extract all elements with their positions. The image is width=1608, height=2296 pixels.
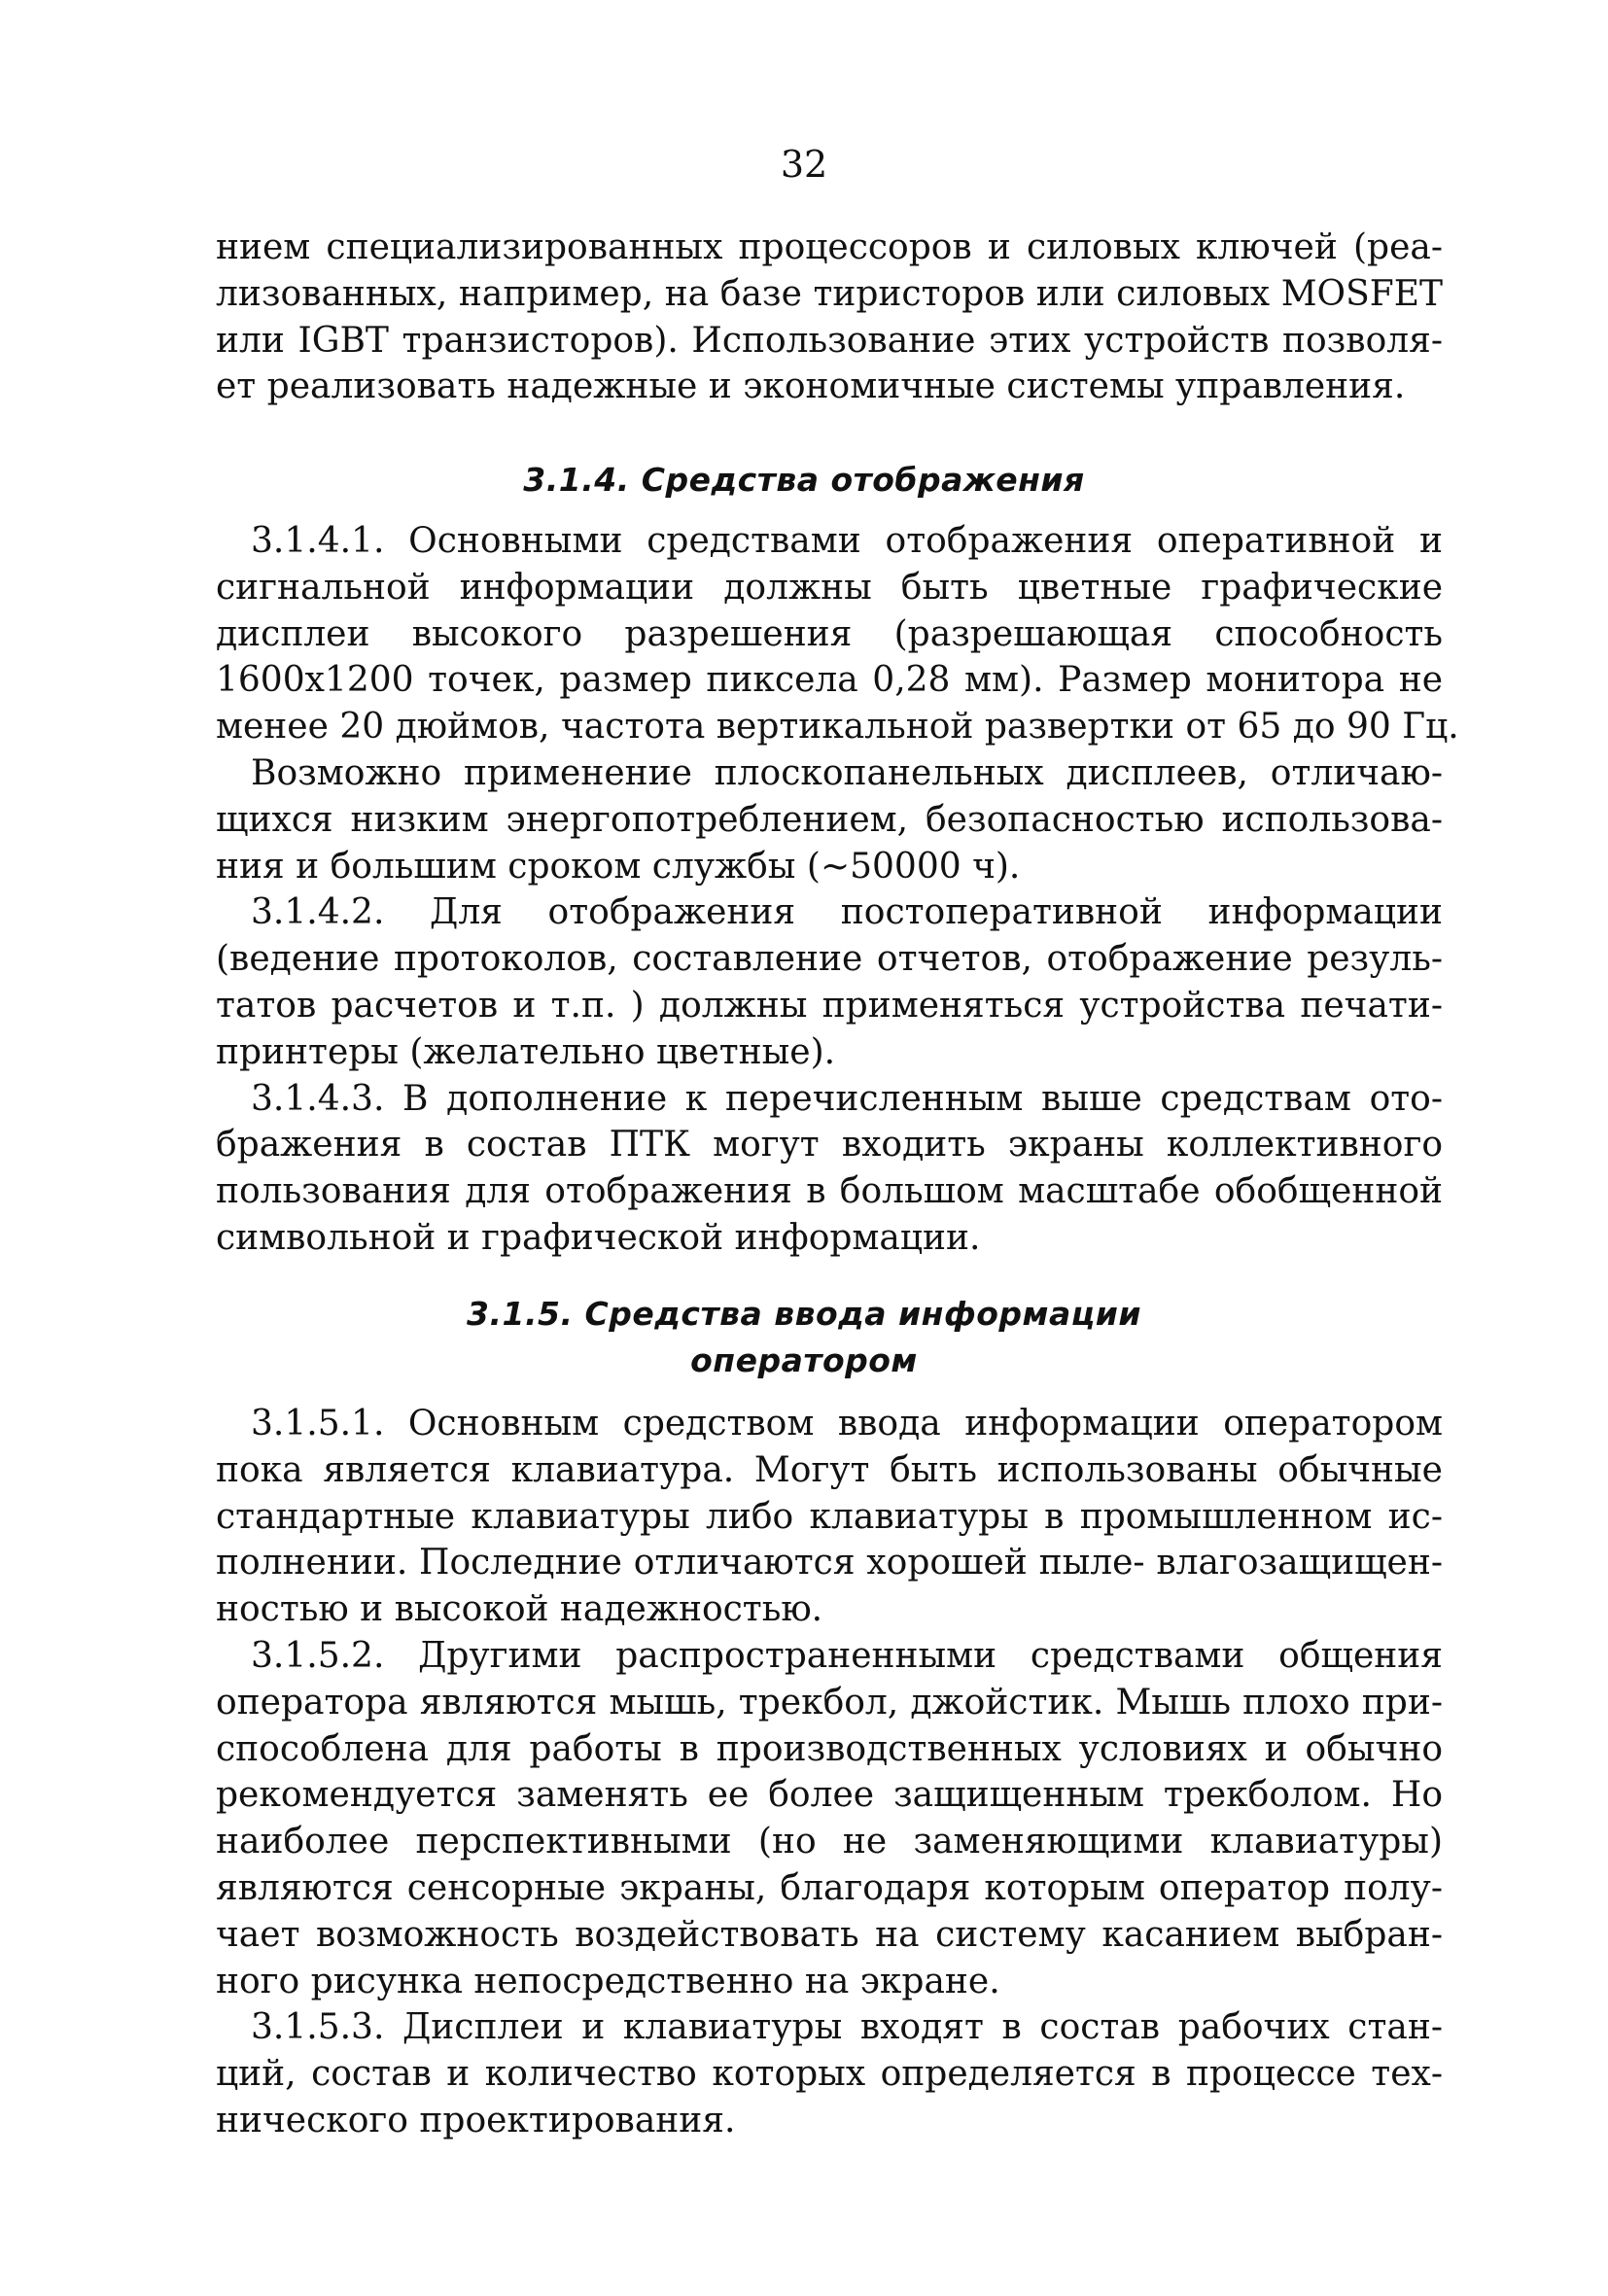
text-line: татов расчетов и т.п. ) должны применяться устройства печати-	[216, 985, 1443, 1026]
text-line: 3.1.4.2. Для отображения постоперативной информации	[251, 892, 1443, 933]
text-line: щихся низким энергопотреблением, безопасностью использова-	[216, 799, 1443, 840]
text-line: 1600x1200 точек, размер пиксела 0,28 мм). Размер монитора не	[216, 660, 1443, 701]
section-3-1-4-body	[216, 518, 1459, 1262]
section-3-1-5-body	[216, 1401, 1443, 2144]
paragraph-3-1-5-1	[216, 1401, 1443, 1633]
text-line: оператора являются мышь, трекбол, джойстик. Мышь плохо при-	[216, 1682, 1443, 1722]
text-line: нием специализированных процессоров и силовых ключей (реа-	[216, 227, 1443, 267]
section-heading-3-1-4: 3.1.4. Средства отображения	[523, 461, 1085, 499]
text-line: ностью и высокой надежностью.	[216, 1589, 823, 1630]
text-line: полнении. Последние отличаются хорошей пыле- влагозащищен-	[216, 1543, 1443, 1583]
text-line: принтеры (желательно цветные).	[216, 1031, 836, 1072]
text-line: 3.1.5.2. Другими распространенными средствами общения	[251, 1635, 1443, 1676]
section-heading-3-1-5	[0, 1291, 1608, 1384]
text-line: ния и большим сроком службы (~50000 ч).	[216, 846, 1021, 887]
text-line: символьной и графической информации.	[216, 1217, 981, 1258]
text-line: ного рисунка непосредственно на экране.	[216, 1961, 1000, 2001]
text-line: лизованных, например, на базе тиристоров или силовых MOSFET	[216, 273, 1443, 314]
text-line: являются сенсорные экраны, благодаря которым оператор полу-	[216, 1867, 1443, 1908]
text-line: наиболее перспективными (но не заменяющими клавиатуры)	[216, 1822, 1443, 1862]
text-line: бражения в состав ПТК могут входить экраны коллективного	[216, 1125, 1443, 1165]
text-line: рекомендуется заменять ее более защищенным трекболом. Но	[216, 1775, 1443, 1816]
paragraph-3-1-4-3	[216, 1076, 1443, 1262]
text-line: (ведение протоколов, составление отчетов, отображение резуль-	[216, 939, 1443, 980]
text-line: ет реализовать надежные и экономичные системы управления.	[216, 366, 1406, 407]
text-line: чает возможность воздействовать на систему касанием выбран-	[216, 1914, 1443, 1955]
paragraph-3-1-4-2	[216, 889, 1443, 1075]
text-line: 3.1.5.3. Дисплеи и клавиатуры входят в состав рабочих стан-	[251, 2007, 1443, 2048]
text-line: 3.1.4.3. В дополнение к перечисленным выше средствам ото-	[251, 1078, 1443, 1119]
text-line: или IGBT транзисторов). Использование этих устройств позволя-	[216, 320, 1443, 361]
page-number: 32	[780, 143, 828, 186]
text-line: стандартные клавиатуры либо клавиатуры в промышленном ис-	[216, 1496, 1443, 1537]
text-line: менее 20 дюймов, частота вертикальной развертки от 65 до 90 Гц.	[216, 707, 1459, 748]
heading-line: 3.1.5. Средства ввода информации	[467, 1295, 1141, 1333]
text-line: пока является клавиатура. Могут быть использованы обычные	[216, 1449, 1443, 1490]
text-line: 3.1.5.1. Основным средством ввода информации оператором	[251, 1404, 1443, 1444]
intro-paragraph	[216, 225, 1443, 410]
text-line: пользования для отображения в большом масштабе обобщенной	[216, 1171, 1443, 1212]
paragraph-3-1-5-2	[216, 1633, 1443, 2004]
paragraph-flat-panel	[216, 750, 1443, 889]
text-line: дисплеи высокого разрешения (разрешающая способность	[216, 613, 1443, 654]
paragraph-intro	[216, 225, 1443, 410]
paragraph-3-1-5-3	[216, 2004, 1443, 2143]
text-line: ций, состав и количество которых определяется в процессе тех-	[216, 2054, 1443, 2095]
text-line: способлена для работы в производственных условиях и обычно	[216, 1728, 1443, 1769]
heading-line: оператором	[690, 1341, 918, 1379]
text-line: сигнальной информации должны быть цветные графические	[216, 567, 1443, 608]
text-line: Возможно применение плоскопанельных дисплеев, отличаю-	[251, 752, 1443, 793]
text-line: 3.1.4.1. Основными средствами отображения оперативной и	[251, 521, 1443, 561]
text-line: нического проектирования.	[216, 2100, 736, 2140]
paragraph-3-1-4-1	[216, 518, 1459, 750]
